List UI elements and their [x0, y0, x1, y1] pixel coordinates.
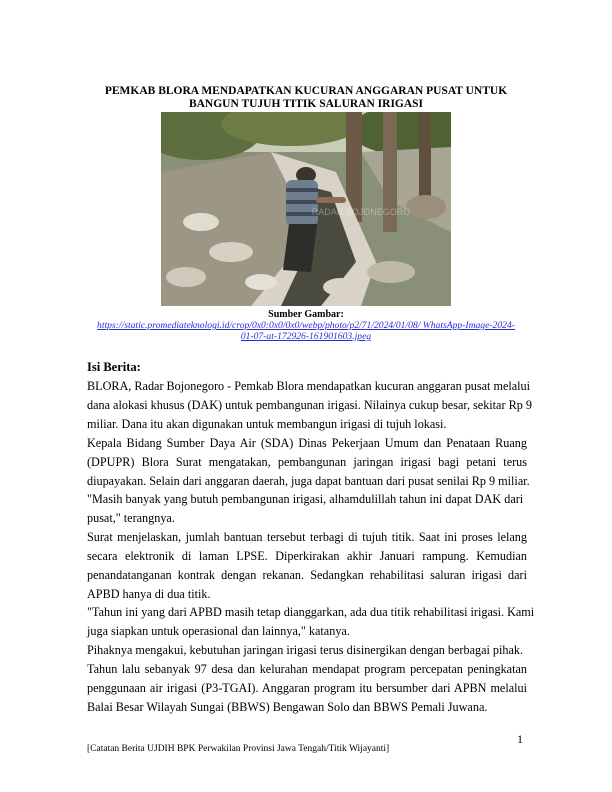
body-line: Balai Besar Wilayah Sungai (BBWS) Bengawan Solo dan BBWS Pemali Juwana.: [87, 700, 488, 714]
image-source-link-line-1[interactable]: https://static.promediateknologi.id/crop/0x0:0x0/0x0/webp/photo/p2/71/2024/01/08/ WhatsApp-Image-2024-: [97, 320, 515, 331]
image-source-label: Sumber Gambar:: [268, 309, 344, 320]
body-line: Pihaknya mengakui, kebutuhan jaringan irigasi terus disinergikan dengan berbagai pihak.: [87, 643, 524, 657]
page-number: 1: [517, 732, 523, 746]
body-line: BLORA, Radar Bojonegoro - Pemkab Blora mendapatkan kucuran anggaran pusat melalui: [87, 379, 531, 393]
news-photo: [161, 112, 451, 306]
footer-note: [Catatan Berita UJDIH BPK Perwakilan Provinsi Jawa Tengah/Titik Wijayanti]: [87, 744, 390, 754]
body-line: penggunaan air irigasi (P3-TGAI). Anggaran program itu bersumber dari APBN melalui: [87, 681, 527, 695]
body-line: secara elektronik di laman LPSE. Diperkirakan akhir Januari rampung. Kemudian: [87, 549, 527, 563]
body-line: "Masih banyak yang butuh pembangunan irigasi, alhamdulillah tahun ini dapat DAK dari: [87, 492, 524, 506]
image-source-link-line-2[interactable]: 01-07-at-172926-161901603.jpeg: [240, 331, 372, 342]
body-line: Kepala Bidang Sumber Daya Air (SDA) Dinas Pekerjaan Umum dan Penataan Ruang: [87, 436, 527, 450]
image-source-link[interactable]: [80, 320, 532, 342]
body-line: juga siapkan untuk operasional dan lainnya," katanya.: [87, 624, 350, 638]
body-line: "Tahun ini yang dari APBD masih tetap dianggarkan, ada dua titik rehabilitasi irigasi. Kami: [87, 605, 535, 619]
body-line: Surat menjelaskan, jumlah bantuan tersebut terbagi di tujuh titik. Saat ini proses lelang: [87, 530, 527, 544]
article-title-line-2: BANGUN TUJUH TITIK SALURAN IRIGASI: [188, 97, 424, 110]
body-line: dana alokasi khusus (DAK) untuk pembangunan irigasi. Nilainya cukup besar, sekitar Rp 9: [87, 398, 532, 412]
body-line: (DPUPR) Blora Surat mengatakan, pembangunan jaringan irigasi bagi petani terus: [87, 455, 527, 469]
body-line: Tahun lalu sebanyak 97 desa dan kelurahan mendapat program percepatan peningkatan: [87, 662, 527, 676]
body-line: diupayakan. Selain dari anggaran daerah, juga dapat bantuan dari pusat senilai Rp 9 miliar.: [87, 474, 530, 488]
body-line: APBD hanya di dua titik.: [87, 587, 211, 601]
article-title: [80, 85, 532, 110]
photo-watermark: RADAR BOJONEGORO: [311, 207, 411, 217]
body-line: pusat," terangnya.: [87, 511, 175, 525]
body-line: penandatanganan kontrak dengan rekanan. Sedangkan rehabilitasi saluran irigasi dari: [87, 568, 527, 582]
body-line: miliar. Dana itu akan digunakan untuk membangun irigasi di tujuh lokasi.: [87, 417, 447, 431]
article-title-line-1: PEMKAB BLORA MENDAPATKAN KUCURAN ANGGARAN PUSAT UNTUK: [104, 85, 508, 97]
section-heading: Isi Berita:: [87, 360, 141, 374]
